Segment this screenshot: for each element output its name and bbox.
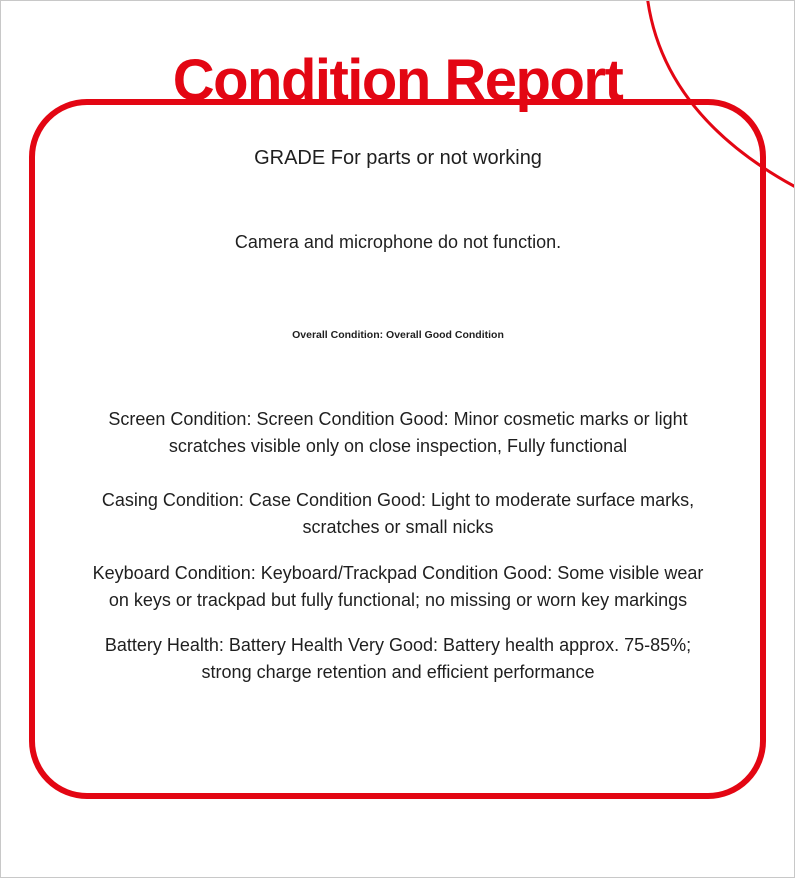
page-title: Condition Report <box>172 47 623 113</box>
casing-condition-section <box>58 487 738 541</box>
screen-condition-section <box>58 406 738 460</box>
overall-condition-line: Overall Condition: Overall Good Condition <box>292 329 504 341</box>
grade-heading: GRADE For parts or not working <box>254 147 542 169</box>
battery-health-line-2: strong charge retention and efficient performance <box>201 662 595 682</box>
screen-condition-line-1: Screen Condition: Screen Condition Good: Minor cosmetic marks or light <box>108 409 688 429</box>
keyboard-condition-line-1: Keyboard Condition: Keyboard/Trackpad Condition Good: Some visible wear <box>92 563 704 583</box>
keyboard-condition-line-2: on keys or trackpad but fully functional; no missing or worn key markings <box>108 590 688 610</box>
screen-condition-line-2: scratches visible only on close inspection, Fully functional <box>168 436 628 456</box>
casing-condition-line-1: Casing Condition: Case Condition Good: Light to moderate surface marks, <box>101 490 695 510</box>
casing-condition-line-2: scratches or small nicks <box>302 517 494 537</box>
battery-health-section <box>58 632 738 686</box>
battery-health-line-1: Battery Health: Battery Health Very Good: Battery health approx. 75-85%; <box>104 635 692 655</box>
functional-note: Camera and microphone do not function. <box>234 232 562 252</box>
keyboard-condition-section <box>58 560 738 614</box>
